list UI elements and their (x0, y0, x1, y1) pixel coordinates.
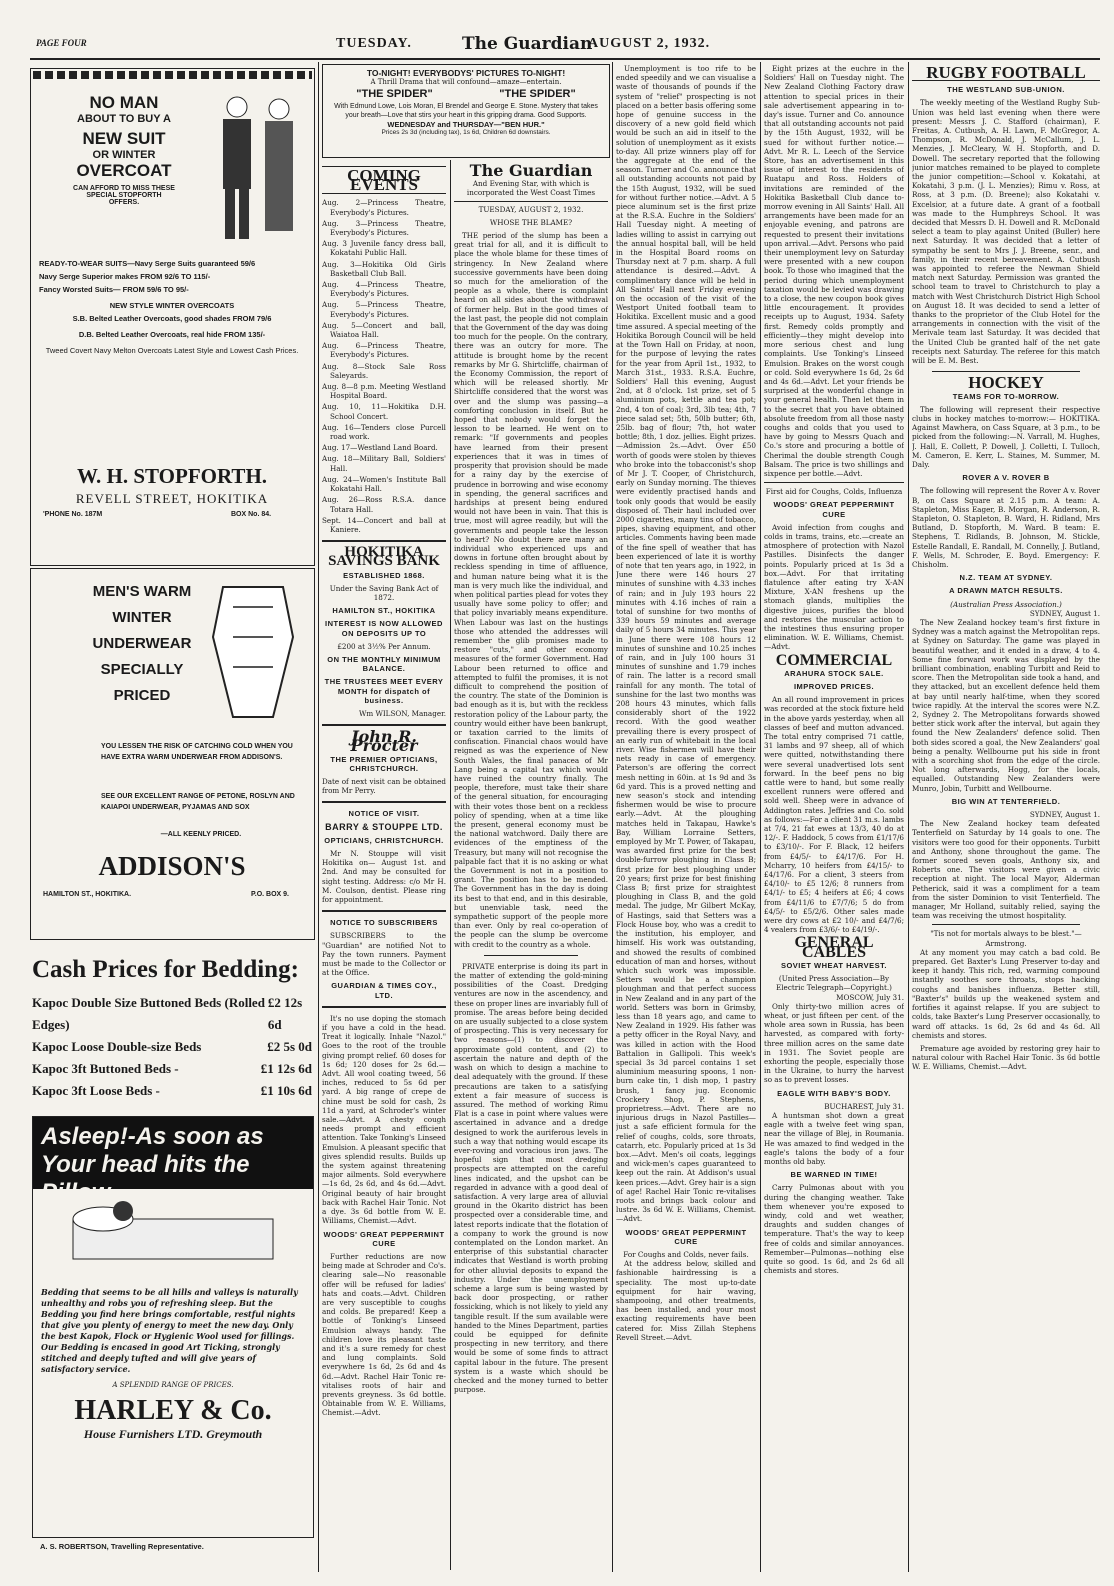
bedding-item-name: Kapoc Double Size Buttoned Beds (Rolled Edges) (32, 995, 265, 1032)
stopforth-phone: 'PHONE No. 187M (43, 511, 103, 518)
eagle-dateline: BUCHAREST, July 31. (824, 1101, 904, 1111)
underwear-illustration (203, 577, 303, 727)
event-item: Aug. 5—Concert and ball, Waiatoa Hall. (322, 320, 446, 340)
rugby-sub: THE WESTLAND SUB-UNION. (947, 85, 1065, 95)
ad-headline: MEN'S WARM (92, 583, 192, 600)
men-illustration (207, 89, 307, 249)
tenterfield-dateline: SYDNEY, August 1. (1029, 810, 1100, 820)
improved-title: IMPROVED PRICES. (793, 682, 875, 691)
editorial-masthead: The Guardian (469, 162, 593, 180)
column-5 (764, 64, 904, 1572)
ad-border-pattern (33, 71, 312, 79)
event-item: Aug. 24—Women's Institute Ball Kokatahi Hall. (322, 474, 446, 494)
bedding-item (32, 1080, 312, 1102)
bank-monthly: ON THE MONTHLY MINIMUM BALANCE. (327, 654, 441, 674)
cables-title: GENERAL CABLES (794, 934, 874, 961)
price-line: S.B. Belted Leather Overcoats, good shades FROM 79/6 (72, 314, 272, 323)
bedding-section (30, 946, 313, 956)
price-line: Navy Serge Superior makes FROM 92/6 TO 115/- (39, 272, 211, 281)
bedding-item-price: £2 5s 0d (267, 1039, 312, 1054)
header-rule (30, 58, 1100, 60)
woods-title: WOODS' GREAT PEPPERMINT CURE (323, 1229, 445, 1248)
bedding-item-name: Kapoc 3ft Loose Beds - (32, 1083, 160, 1098)
addison-body: YOU LESSEN THE RISK OF CATCHING COLD WHEN YOU HAVE EXTRA WARM UNDERWEAR FROM ADDISON'S. (101, 743, 293, 761)
stopforth-name: W. H. STOPFORTH. (76, 464, 268, 488)
hockey-body: The following will represent their respective clubs in hockey matches to-morrow:— HOKITIKA. Against Mawhera, on Cass Square, at 3 p.m., to be picked from the following:—N. Varrall, M. Hughes, J. Hall, E. Collett, P. Dowell, J. Colletti, I. Tulloch, M. Cameron, E. Kerr, L. Staines, M. Summer, M. Daly. (912, 404, 1100, 469)
rugby-title: RUGBY FOOTBALL (912, 68, 1100, 81)
soviet-dateline: MOSCOW, July 31. (836, 992, 904, 1002)
leader-title: WHOSE THE BLAME? (489, 217, 573, 227)
bedding-item-name: Kapoc Loose Double-size Beds (32, 1039, 202, 1054)
procter-next: Date of next visit can be obtained from Mr Perry. (322, 776, 446, 796)
bank-address: HAMILTON ST., HOKITIKA (332, 606, 436, 616)
ad-text: SPECIAL STOPFORTH (86, 192, 162, 199)
pictures-ad (322, 64, 610, 158)
event-item: Aug. 4—Princess Theatre, Everybody's Pictures. (322, 280, 446, 299)
pictures-next: WEDNESDAY and THURSDAY—"BEN HUR." (387, 120, 545, 129)
nz-sub: A DRAWN MATCH RESULTS. (949, 586, 1063, 596)
woods-intro: First aid for Coughs, Colds, Influenza (765, 487, 903, 497)
warned-title: BE WARNED IN TIME! (790, 1170, 878, 1180)
column-4 (616, 64, 756, 1572)
price-line: READY-TO-WEAR SUITS—Navy Serge Suits guaranteed 59/6 (39, 259, 256, 268)
commercial-body: An all round improvement in prices was recorded at the stock fixture held in the above yards yesterday, when all classes of beef and mutton advanced. The total entry comprised 71 cattle, 31 lambs and 97 sheep, all of which were quitted, notwithstanding there were several unadvertised lots sent forward. In the beef pens no big cattle were to hand, but some really excellent runners were offered and sold well. Sheep were in advance of Addington rates. Jeffries and Co. sold as follows:—For a client 31 m.s. lambs at 7/4, 21 fat ewes at 13/3, 40 do at 12/-. F. Haddock, 5 cows from £1/17/6 to £3/10/-. For F. Black, 12 heifers from £4/5/- to £4/17/6. For H. Mcharry, 10 heifers from £4/15/- to £4/17/6. For a client, 3 steers from £4/10/- to £5 12/6; 8 runners from £4/1/- to £5; 4 heifers at £6; 4 cows from £4/11/6 to £7/7/6; 5 do from £4/5/- to £5/2/6. Other sales made were dry cows at £2 10/- and £4/7/6; 4 vealers from £3/6/- to £4/19/-. (764, 695, 904, 935)
column-rule (318, 62, 319, 1572)
harley-ad (32, 1116, 314, 1538)
arahura-title: ARAHURA STOCK SALE. (784, 668, 884, 678)
soviet-source: (United Press Association—By Electric Telegraph—Copyright.) (776, 974, 892, 993)
header-date: AUGUST 2, 1932. (588, 36, 711, 51)
column-rule (612, 62, 613, 1572)
event-item: Aug. 26—Ross R.S.A. dance Totara Hall. (322, 495, 446, 514)
event-item: Aug. 17—Westland Land Board. (322, 443, 438, 453)
harley-rep: A. S. ROBERTSON, Travelling Representative. (40, 1542, 204, 1551)
column-rule (450, 160, 451, 1570)
event-item: Aug. 2—Princess Theatre, Everybody's Pictures. (322, 198, 446, 217)
column-6 (912, 64, 1100, 1572)
column-3 (454, 162, 608, 1572)
ad-headline: PRICED (113, 687, 171, 704)
events-list (322, 198, 446, 534)
rover-body: The following will represent the Rover A v. Rover B, on Cass Square at 2.15 p.m. A team: A. Stapleton, Miss Eager, B. Morgan, R. Anderson, R. Stapleton, O. Stapleton, B. Ward, H. Ridland, Mrs Butland, D. Stopforth, M. Ward. B team: E. Stephens, T. Ridlands, B. Johnson, M. Stickle, Estelle Randall, E. Randall, M. Connelly, J. Butland, F. Wells, M. Schroder, E. Boyd. Emergency: F. Chisholm. (912, 486, 1100, 569)
bank-trustees: THE TRUSTEES MEET EVERY MONTH for dispatch of business. (324, 677, 444, 705)
nz-title: N.Z. TEAM AT SYDNEY. (959, 573, 1053, 583)
commercial-title: COMMERCIAL (775, 651, 893, 669)
eagle-title: EAGLE WITH BABY'S BODY. (777, 1088, 891, 1098)
bank-manager: Wm WILSON, Manager. (358, 708, 446, 718)
header-day: TUESDAY. (336, 36, 412, 51)
column-2 (322, 162, 446, 1572)
tenterfield-title: BIG WIN AT TENTERFIELD. (951, 796, 1061, 806)
addison-body: SEE OUR EXCELLENT RANGE OF PETONE, ROSLYN AND KAIAPOI UNDERWEAR, PYJAMAS AND SOX (101, 793, 295, 811)
bedding-item-name: Kapoc 3ft Buttoned Beds - (32, 1061, 179, 1076)
nz-dateline: SYDNEY, August 1. (1029, 608, 1100, 618)
visit-body: Mr N. Stouppe will visit Hokitika on— August 1st. and 2nd. And may be consulted for sight testing. Address: c/o Mr H. M. Coulson, dentist. Please ring for appointment. (322, 848, 446, 904)
ad-headline: SPECIALLY (100, 661, 184, 678)
event-item: Aug. 8—Stock Sale Ross Saleyards. (322, 361, 446, 380)
bedding-item-price: £1 10s 6d (260, 1083, 312, 1098)
pictures-sub: A Thrill Drama that will confound—amaze—entertain. (370, 78, 562, 86)
woods-title: WOODS' GREAT PEPPERMINT CURE (625, 1227, 747, 1246)
ad-headline: UNDERWEAR (92, 635, 192, 652)
private-enterprise: PRIVATE enterprise is doing its part in the matter of extending the gold-mining possibilities of the Coast. Dredging ventures are now in the ascendency, and these on proper lines are invariably full of promise. The areas before being decided on are usually subjected to a close system of prospecting. This is very necessary for two reasons—(1) to discover the approximate gold content, and (2) to ascertain the nature and depth of the wash on which to design a machine to deal adequately with the ground. If these precautions are taken to a satisfying extent a fair measure of success is assured. The method of working Rimu Flat is a case in point where values were ascertained in advance and a dredge designed to work the auriferous levels in such a way that nothing would escape its ever-roving and voracious iron jaws. The hopeful sign that most dredging prospects are attempted on the careful lines indicated, and the upshot can be regarded in advance with a good deal of satisfaction. A very large area of alluvial ground in the Okarito district has been prospected over a considerable time, and latest reports indicate that the flotation of a company to work the ground is now contemplated on the London market. An enterprise of this substantial character indicates that Westland is worth probing for other alluvial deposits to expand the industry. Under the unemployment scheme a large sum is being wasted by back door prospecting, or rather fossicking, which is not likely to yield any tangible result. If the sum available were handed to the Mines Department, parties could be equipped for definite prospecting in new territory, and there would be some of some finds to attract capital labour in the future. The present system is a waste which should be checked and the money turned to better purpose. (454, 961, 608, 1395)
pictures-prices: Prices 2s 3d (including tax), 1s 6d, Children 6d downstairs. (381, 129, 551, 136)
ad-headline: NEW SUIT (82, 129, 166, 148)
quote: "Tis not for mortals always to be blest."—Armstrong. (930, 929, 1082, 948)
bank-rate: £200 at 3½% Per Annum. (337, 641, 431, 651)
subs-title: NOTICE TO SUBSCRIBERS (330, 918, 438, 928)
bank-title: HOKITIKA SAVINGS BANK (328, 544, 440, 570)
visit-firm: BARRY & STOUPPE LTD. (325, 821, 443, 832)
woods-title: WOODS' GREAT PEPPERMINT CURE (773, 500, 895, 519)
ad-text: ABOUT TO BUY A (77, 113, 171, 125)
page-header (0, 34, 1114, 56)
addison-body: —ALL KEENLY PRICED. (160, 831, 242, 838)
event-item: Aug. 3—Hokitika Old Girls Basketball Club Ball. (322, 259, 446, 278)
bedding-item-price: £2 12s 6d (267, 995, 303, 1032)
ad-text: OR WINTER (92, 149, 156, 161)
bedding-item (32, 1036, 312, 1058)
event-item: Aug. 3 Juvenile fancy dress ball, Kokatahi Public Hall. (322, 239, 446, 258)
bedding-item (32, 1058, 312, 1080)
quote-body: At any moment you may catch a bad cold. Be prepared. Get Baxter's Lung Preserver to-day and keep it handy. This rich, red, warming compound instantly soothes sore throats, stops hacking coughs and banishes influenza. Better still, "Baxter's" builds up the weakened system and fortifies it against relapse. If you are subject to colds, take Baxter's Lung Preserver occasionally, to ward off attacks. 1s 6d, 2s 6d and 4s 6d. All chemists and stores. (912, 947, 1100, 1040)
col5-top: Eight prizes at the euchre in the Soldiers' Hall on Tuesday night. The New Zealand Clothing Factory draw attention to special prices in their sale advertisement appearing in to-day's issue. Turner and Co. announce that all outstanding accounts not paid by the 15th August, 1932, will be sued for without further notice.—Advt. Mr R. L. Leech of the Service Store, has an advertisement in this issue of interest to the residents of Ruatapu and Ross. Holders of invitations are reminded of the Hokitika Basketball Club dance to-morrow evening in All Saints' Hall. All arrangements have been made for an enjoyable evening, and patrons are requested to present their invitations upon arrival.—Advt. Persons who paid their unemployment levy on Saturday were presented with a new coupon book. To those who imagined that the period during which unemployment taxation would be levied was drawing to a close, the new coupon book gives little encouragement. It provides receipts up to August, 1934. Safety first. Remedy colds promptly and efficiently—they might develop into more serious chest and lung complaints. Use Tonking's Linseed Emulsion. Brakes on the worst cough or cold. Sold everywhere 1s 6d, 2s 6d and 4s 6d.—Advt. Let your friends be surprised at the wonderful change in your general health. Then let them in to the secret that you have obtained absolute freedom from all those nasty coughs and colds that you used to have by going to Messrs Quach and Co.'s store and procuring a bottle of Cherimal the double strength Cough Balsam. The price is two shillings and sixpence per bottle.—Advt. (764, 64, 904, 478)
event-item: Sept. 14—Concert and ball at Kaniere. (322, 515, 446, 534)
col5-mid: Avoid infection from coughs and colds in trams, trains, etc.—create an atmosphere of protection with Nazol Pastilles. Disinfects the danger points. Popularly priced at 1s 3d a box.—Advt. For that irritating flatulence after eating try X-AN Mixture, X-AN freshens up the stomach glands, multiplies the digestive juices, purifies the blood and restores the muscular action to the intestines thus ensuring proper elimination. W. E. Williams, Chemist.—Advt. (764, 522, 904, 652)
page-number: PAGE FOUR (36, 38, 87, 48)
ad-headline: NO MAN (89, 93, 159, 112)
events-title: COMING EVENTS (322, 166, 446, 194)
col4-woods-body: At the address below, skilled and fashionable hairdressing is a speciality. The most up-to-date equipment for hair waving, shampooing, and other treatments, has been installed, and your most exacting requirements have been catered for. Miss Zillah Stephens Revell Street.—Advt. (616, 1259, 756, 1342)
harley-banner: Asleep!-As soon as Your head hits the Pillow (33, 1117, 313, 1189)
nz-body: The New Zealand hockey team's first fixture in Sydney was a match against the Metropolitan reps. at Sydney on Saturday. The game was played in beautiful weather, and it ended in a draw, 4 to 4. Some fine forward work was displayed by the brilliant combination, enabling Turbitt and Reid to score. Then the Metropolitan side took a hand, and they attacked, but an excellent defence held them at bay until nearly half-time, when they scored twice rapidly. At the interval the scores were N.Z. 2, Sydney 2. The Metropolitans forwards showed better stick work after the interval, but again they found the New Zealanders' defence solid. Then both sides scored a goal, the New Zealanders' goal being a penalty. Wellbourne put his side in front with a scorching shot from the edge of the circle. Not long afterwards, Hogg, for the locals, equalled. Outstanding New Zealanders were Munro, Jobin, Turbitt and Wellbourne. (912, 617, 1100, 793)
ad-text: OFFERS. (108, 199, 140, 206)
ad-headline: WINTER (112, 609, 172, 626)
column-rule (908, 62, 909, 1572)
warned-body: Carry Pulmonas about with you during the changing weather. Take them whenever you're exposed to windy, cold and wet weather, draughts and sudden changes of temperature. That's the way to keep free of colds and similar annoyances. Remember—Pulmonas—nothing else quite so good. 1s 6d, and 2s 6d all chemists and stores. (764, 1183, 904, 1276)
ad-text: CAN AFFORD TO MISS THESE (73, 185, 175, 192)
procter-logo: John R. Procter (350, 727, 418, 756)
event-item: Aug. 5—Princess Theatre, Everybody's Pictures. (322, 300, 446, 319)
stopforth-ad (30, 68, 315, 566)
subs-firm: GUARDIAN & TIMES COY., LTD. (331, 981, 437, 1000)
col4-body: Unemployment is too rife to be ended speedily and we can visualise a waste of thousands of pounds if the system of "relief" prospecting is not placed on a better basis offering some hope of genuine success in the discovery of a new gold field which would be such an aid in itself to the solution of unemployment as it exists to-day. All prize winners play off for the aggregate at the end of the season. Turner and Co. announce that all outstanding accounts not paid by the 15th August, 1932, will be sued for without further notice.—Advt. A 5 piece aluminum set is the first prize at the R.S.A. Euchre in the Soldiers' Hall Tuesday night. A meeting of ladies willing to assist in carrying out the annual hospital ball, will be held in the Hospital Board rooms on Thursday next at 7 p.m. sharp. A full attendance is desired.—Advt. A complimentary dance will be held in All Saints' Hall next Friday evening on the occasion of the visit of the Westport United football team to Hokitika. Excellent music and a good time assured. A special meeting of the Hokitika Borough Council will be held at the Town Hall on Friday, at noon, for the purpose of levying the rates for the year from April 1st., 1932, to March 31st., 1933. R.S.A. Euchre, Soldiers' Hall this evening, August 2nd, at 8 o'clock. 1st prize, set of 5 aluminium pots, kettle and tea pot; 2nd, 4 ton of coal; 3rd, 3lb tea; 4th, 7 piece salad set; 5th, 50lb butter; 6th, 25lb. bag of flour; 7th, hot water bottle; 8th, 1 doz. jellies. Eight prizes.—Admission 2s.—Advt. Over £50 worth of goods were stolen by thieves who broke into the tobacconist's shop of Mr J. T. Cooper, of Christchurch, early on Sunday morning. The thieves were evidently practised hands and took only goods that would be easily disposed of. Their haul included over 2000 cigarettes, many tins of tobacco, pipes, shaving equipment, and other articles. Comments having been made of the fine spell of weather that has been experienced of late it is worthy of note that ten years ago, in 1922, in June there were 146 hours 27 minutes of sunshine with 4.33 inches of rain; and in July 193 hours 22 minutes with 4.16 inches of rain a total of sunshine for two months of 339 hours 59 minutes and average daily of 5 hours 34 minutes. This year in June there were 108 hours 12 minutes of sunshine and 10.25 inches of rain, and in July 100 hours 31 minutes of sunshine and 1.79 inches of rain. The latter is a record small rainfall for any month. The total of sunshine for the last two months was 208 hours 43 minutes, which falls considerably short of the 1922 record. With the good weather prevailing there is every prospect of an early run of whitebait in the local river. Wise fishermen will have their nets ready in case of emergency. Paterson's are offering the correct mesh netting in 60in. at 1s 9d and 3s 6d yard. This is a proved netting and new season's stock and intending fishermen would be wise to procure early.—Advt. At the ploughing matches held in Takapau, Hawke's Bay, William Lorraine Setters, employed by Mr T. Power, of Takapau, was awarded first prize for the best double-furrow ploughing in Class B; first prize for best ploughing under 20 years; first prize for best finishing Class B; first prize for straightest ploughing in Class B, and the gold medal. The judge, Mr Gilbert McKay, of Hastings, said that Setters was a Flock House boy, who was a credit to the institution, his employer, and himself. His work was outstanding, and showed the results of combined education of man and horses, without which such work was impossible. Setters would be a champion ploughman and that perfect success in New Zealand and in any part of the world. Setters was born in Grimsby, less than 18 years ago, and came to New Zealand in 1929. His father was a petty officer in the Royal Navy, and was killed in action with the Hood Battalion in Gallipoli. This week's special 3s 3d parcel contains 1 set aluminium measuring spoons, 1 non-burn cake tin, 1 dish mop, 1 pastry brush, 1 fancy jug. Economic Crockery Shop, P. Stephens, proprietress.—Advt. There are no injurious drugs in Nazol Pastilles—just a safe efficient formula for the relief of coughs, colds, sore throats, catarrh, etc. Popularly priced at 1s 3d box.—Advt. Men's oil coats, leggings and wick-men's capes guaranteed to keep out the rain. At Addison's usual keen prices.—Advt. Grey hair is a sign of age! Rachel Hair Tonic re-vitalises roots and brings back colour and lustre. 3s 6d W. E. Williams, Chemist.—Advt. (616, 64, 756, 1224)
column-rule (760, 62, 761, 1572)
price-line: Fancy Worsted Suits— FROM 59/6 TO 95/- (39, 285, 189, 294)
price-line: NEW STYLE WINTER OVERCOATS (109, 301, 235, 310)
eagle-body: A huntsman shot down a great eagle with a twelve feet wing span, near the village of Blej, in Roumania. He was amazed to find wedged in the eagle's talons the body of a four months old baby. (764, 1110, 904, 1166)
price-line: Tweed Covert Navy Melton Overcoats Latest Style and Lowest Cash Prices. (45, 346, 299, 355)
bedding-title: Cash Prices for Bedding: (32, 956, 299, 983)
film-title: "THE SPIDER" (356, 88, 433, 100)
soviet-title: SOVIET WHEAT HARVEST. (780, 960, 888, 970)
procter-sub: THE PREMIER OPTICIANS, CHRISTCHURCH. (330, 754, 438, 773)
stopforth-box: BOX No. 84. (231, 511, 272, 518)
bank-est: ESTABLISHED 1868. (343, 570, 425, 580)
addison-box: P.O. BOX 9. (251, 891, 289, 898)
nz-source: (Australian Press Association.) (950, 599, 1062, 609)
editorial-sub: And Evening Star, with which is incorporated the West Coast Times (466, 179, 596, 198)
bedding-item (32, 992, 312, 1036)
film-title: "THE SPIDER" (499, 88, 576, 100)
harley-name: HARLEY & Co. (74, 1395, 272, 1426)
harley-footer: House Furnishers LTD. Greymouth (83, 1427, 263, 1441)
addison-name: ADDISON'S (98, 851, 246, 881)
visit-sub: OPTICIANS, CHRISTCHURCH. (324, 835, 444, 845)
pictures-body: With Edmund Lowe, Lois Moran, El Brendel and George E. Stone. Mystery that takes your breath—Love that stirs your heart in this gripping drama. Good Supports. (334, 103, 598, 119)
ad-headline: OVERCOAT (76, 161, 172, 180)
harley-body: Bedding that seems to be all hills and valleys is naturally unhealthy and robs you of refreshing sleep. But the Bedding you find here brings comfortable, restful nights that give you plenty of energy to meet the new day. Only the best Kapok, Flock or Hygienic Wool used for fillings. Our Bedding is encased in good Art Ticking, strongly stitched and deeply tufted and will give years of satisfactory service. (41, 1287, 298, 1374)
tenterfield-body: The New Zealand hockey team defeated Tenterfield on Saturday by 14 goals to one. The visitors were too good for their opponents. Turbitt and Anthony, shone throughout the game. The former scored seven goals, Anthony six, and Roberts one. The visitors were given a civic reception at night. The local Mayor, Alderman Petherick, said it was a compliment for a team from the sister Dominion to visit Tenterfield. The manager, Mr Holland, suitably relied, saying the team was receiving the utmost hospitality. (912, 819, 1100, 921)
stopforth-address: REVELL STREET, HOKITIKA (75, 491, 269, 506)
price-line: D.B. Belted Leather Overcoats, real hide FROM 135/- (78, 330, 266, 339)
editorial-date: TUESDAY, AUGUST 2, 1932. (478, 204, 584, 214)
bedding-item-price: £1 12s 6d (260, 1061, 312, 1076)
harley-range: A SPLENDID RANGE OF PRICES. (112, 1381, 234, 1389)
rugby-body: The weekly meeting of the Westland Rugby Sub-Union was held last evening when there were present: Messrs J. C. Stafford (chairman), F. Freitas, A. Cutbush, A. H. Lawn, F. McGregor, A. Thompson, R. McDonald, J. McCallum, J. L. Menzies, J. McCleary, W. H. Stopforth, and D. Dowell. The secretary reported that the following junior matches remained to be played to complete the junior competition:—School v. Kokatahi, at Kokatahi, 3 p.m. (J. L. Menzies); Rimu v. Ross, at Ross, at 3 p.m. (D. Breene); also Kokatahi v. Excelsior, at a future date. A grant of a football was made to the Humphreys School. It was decided that Messrs D. H. Dowell and R. McDonald select a team to play against United (Buller) here next Saturday. It was decided that a letter of sympathy be sent to Mrs J. J. Breene, senr., and family, in their recent bereavement. A. Cutbush was appointed to referee the Newman Shield match next Saturday. Permission was granted the school team to travel to Christchurch to play a match with West Christchurch District High School on August 18. It was decided to send a letter of thanks to the proprietor of the Club Hotel for the arrangements in connection with the visit of the Merivale team last Saturday. It was decided that the United Club be granted half of the net gate receipts next Saturday. The referee for this match will be E. M. Best. (912, 98, 1100, 366)
pictures-title: TO-NIGHT! EVERYBODYS' PICTURES TO-NIGHT! (366, 68, 566, 78)
bank-act: Under the Saving Bank Act of 1872. (329, 583, 439, 602)
woods-intro: For Coughs and Colds, never fails. (623, 1250, 749, 1259)
bedding-price-list (32, 992, 312, 1102)
rover-title: ROVER A V. ROVER B (962, 473, 1050, 483)
addison-ad (30, 568, 315, 940)
col2-ads: It's no use doping the stomach if you have a cold in the head. Treat it logically. Inhale "Nazol." Goes to the root of the trouble giving prompt relief. 60 doses for 1s 6d; 120 doses for 2s 6d.—Advt. All wool coating tweed, 56 inches, reduced to 5s 6d per yard. A big range of crepe de chine must be sold for cash, 2s 11d a yard, at Schroder's winter sale.—Advt. A chesty cough needs prompt and efficient attention. Take Tonking's Linseed Emulsion. A pleasant specific that gives splendid results. Builds up the system against threatening major ailments. Sold everywhere—1s 6d, 2s 6d, and 4s 6d.—Advt. Original beauty of hair brought back with Rachel Hair Tonic. Not a dye. 3s 6d bottle from W. E. Williams, Chemist.—Advt. (322, 1013, 446, 1226)
event-item: Aug. 8—8 p.m. Meeting Westland Hospital Board. (322, 382, 446, 401)
visit-title: NOTICE OF VISIT. (348, 809, 420, 819)
leader-body: THE period of the slump has been a great trial for all, and it is difficult to place the whole blame for these times of stringency. In New Zealand where successive governments have been doing so much for the amelioration of the people as a whole, there is complaint heard on all sides about the withdrawal of former help. But in the good times of the last past, the people did not complain that the Government of the day was doing too much for the people. On the contrary, there was an outcry for more. The attitude is brought home by the recent remarks by Mr G. Shirtcliffe, chairman of the Economy Commission, the report of which will be released shortly. Mr Shirtcliffe considered that the worst was over and the slump was passing—a comforting conclusion in itself. But he hoped that nobody would forget the lesson to be learned. He went on to remark: "If governments and peoples have learned from their present experiences that it was in times of prosperity that provision should be made for a rainy day by the exercise of prudence in borrowing and wise economy in spending, the general sacrifices and hardships at present being endured would not have been in vain. That this is true, most will agree readily, but will the governments and people take the lesson to heart? No doubt there are many an individual who experienced ups and downs in fortune often brought about by reckless spending in time of affluence, and human nature being what it is the man is very much like the individual, and when political parties plead for votes they usually have some policy to offer; and that policy invariably means expenditure. When Labour was last on the hustings those who attended the addresses will remember the glib promises made to restore "cuts," and other economy measures of the former Government. Had Labour been returned to office and attempted to fulfil the promises, it is not difficult to comprehend the position of the country. The state of the Dominion is bad enough as it is, but with the reckless restoration policy of the Labour party, the country would either have been bankrupt, or taxation carried to the limits of confiscation. Financial chaos would have reigned as was the experience of New South Wales, the final panacea of Mr Lang being a capital tax which would have ruined the country finally. The people, therefore, must take their share of the general situation, for encouraging with their votes those bent on a reckless policy of spending, when at a time like the present, general economy must be the national watchword. Daily there are evidences of the emptiness of the Treasury, but many will not recognise the palpable fact that it is no asking or what the Government is not in a position to grant. The position has to be mended. The Government has in the day is doing its best to that end, and in this desirable, but unenviable task, need the sympathetic support of the people more than ever. Only by real co-operation of the people can the slump be overcome with credit to the country as a whole. (454, 231, 608, 949)
bed-illustration (33, 1189, 313, 1281)
soviet-body: Only thirty-two million acres of wheat, or just fifteen per cent. of the whole area sown in Russia, has been harvested, as compared with forty-three million acres on the same date in 1931. The Soviet people are exhorting the people, especially those in the Ukraine, to hurry the harvest so as to prevent losses. (764, 1001, 904, 1085)
addison-address: HAMILTON ST., HOKITIKA. (43, 891, 132, 898)
event-item: Aug. 16—Tenders close Purcell road work. (322, 422, 446, 442)
subs-body: SUBSCRIBERS to the "Guardian" are notified Not to Pay the town runners. Payment must be made to the Collector or at the Office. (322, 931, 446, 978)
col2-woods-body: Further reductions are now being made at Schroder and Co's. clearing sale—No reasonable offer will be refused for ladies' hats and coats.—Advt. Children are very susceptible to coughs and colds. Be prepared! Keep a bottle of Tonking's Linseed Emulsion always handy. The children love its pleasant taste and it's a sure remedy for chest and lung complaints. Sold everywhere 1s 6d, 2s 6d and 4s 6d.—Advt. Rachel Hair Tonic re-vitalises roots of hair and prevents greyness. 3s 6d bottle. Obtainable from W. E. Williams, Chemist.—Advt. (322, 1251, 446, 1418)
event-item: Aug. 10, 11—Hokitika D.H. School Concert. (322, 402, 446, 421)
event-item: Aug. 18—Military Ball, Soldiers' Hall. (322, 454, 446, 473)
header-masthead: The Guardian (462, 34, 593, 54)
event-item: Aug. 6—Princess Theatre, Everybody's Pictures. (322, 341, 446, 360)
bank-interest: INTEREST IS NOW ALLOWED ON DEPOSITS UP TO (325, 619, 443, 638)
hockey-sub: TEAMS FOR TO-MORROW. (952, 391, 1060, 401)
event-item: Aug. 3—Princess Theatre, Everybody's Pictures. (322, 218, 446, 238)
hockey-title: HOCKEY (968, 373, 1044, 393)
premature-ad: Premature age avoided by restoring grey hair to natural colour with Rachel Hair Tonic. 3s 6d bottle W. E. Williams, Chemist.—Advt. (912, 1043, 1100, 1072)
